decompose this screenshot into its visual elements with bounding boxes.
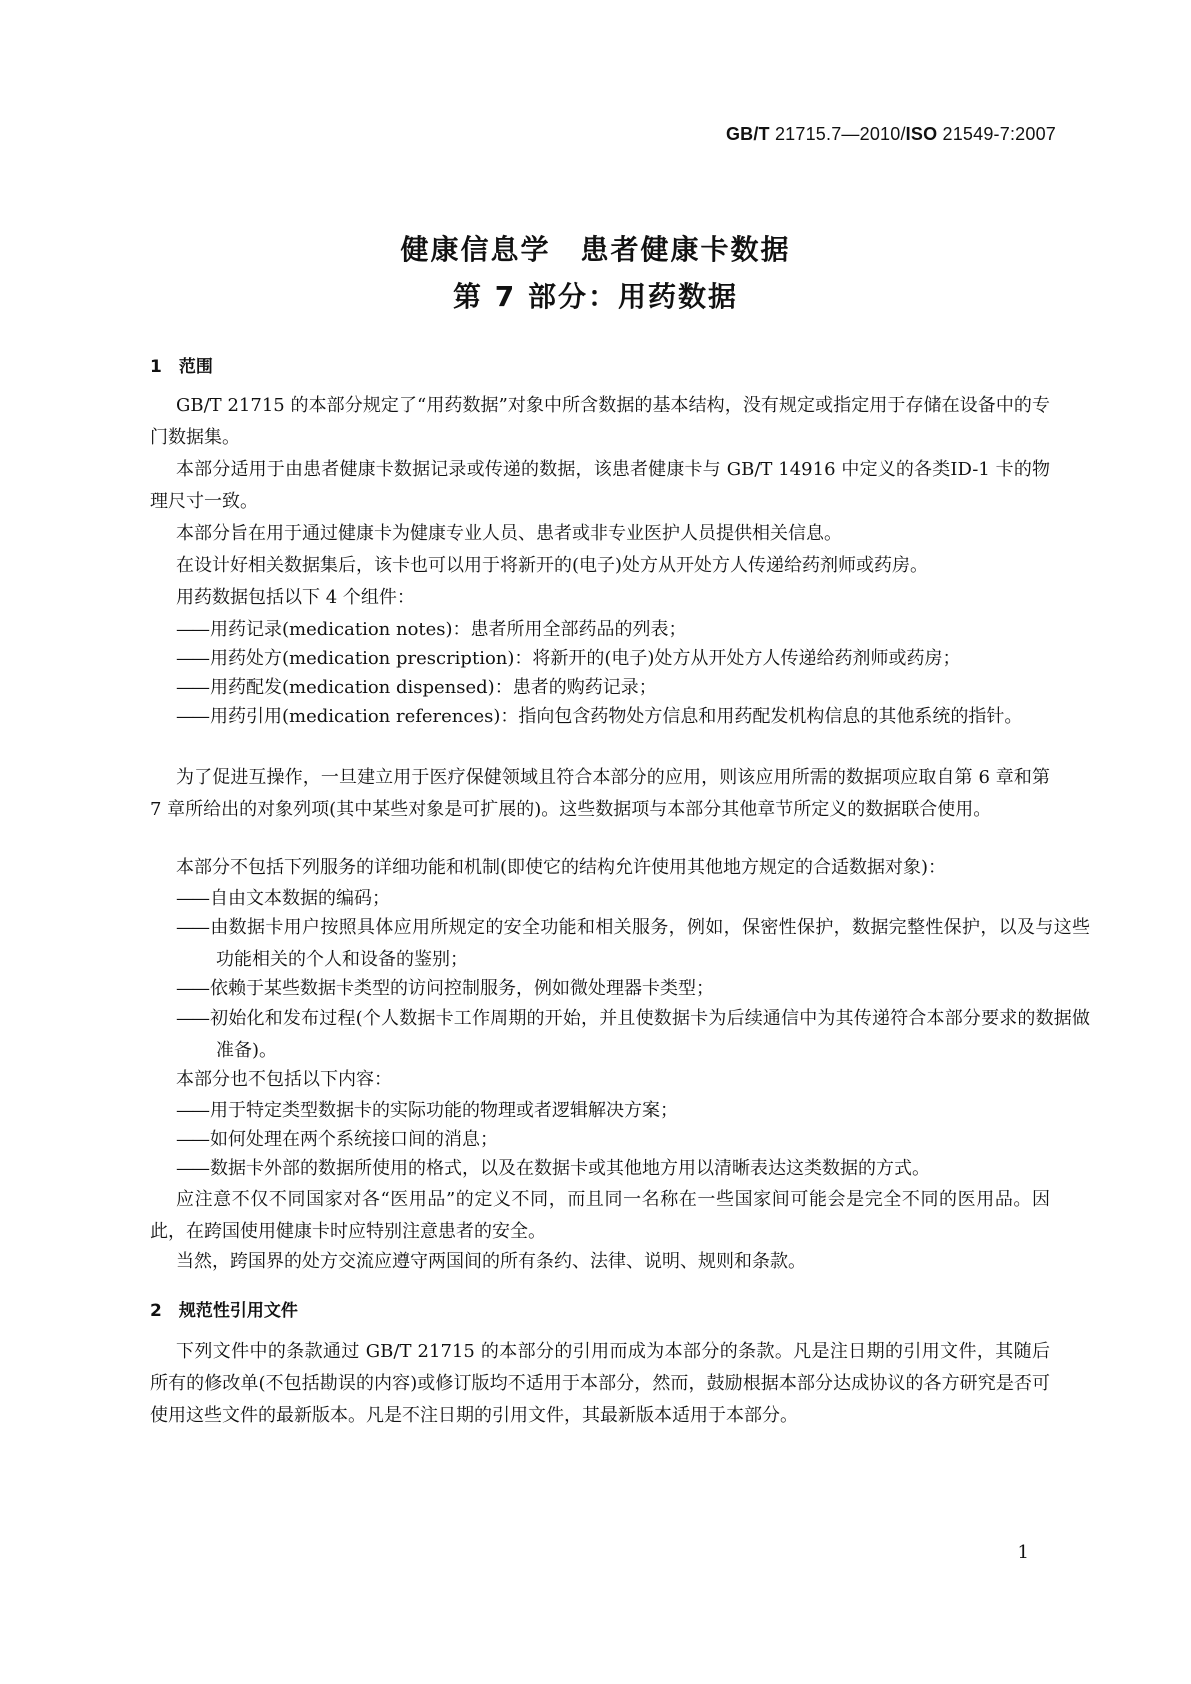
section-2-heading: 2 规范性引用文件 [150,1301,298,1321]
list-item: —— 用药配发(medication dispensed)：患者的购药记录； [176,672,1090,704]
document-title-line1: 健康信息学 患者健康卡数据 [400,233,791,266]
scope-paragraph-10: 当然，跨国界的处方交流应遵守两国间的所有条约、法律、说明、规则和条款。 [176,1251,806,1272]
scope-paragraph-8: 本部分也不包括以下内容： [176,1069,392,1090]
list-item: —— 依赖于某些数据卡类型的访问控制服务，例如微处理器卡类型； [176,973,1090,1005]
standard-code-header: GB/T 21715.7—2010/ISO 21549-7:2007 [725,124,1056,144]
list-item: —— 初始化和发布过程(个人数据卡工作周期的开始，并且使数据卡为后续通信中为其传递符合本部分要求的数据做准备)。 [176,1003,1090,1067]
normative-references-paragraph: 下列文件中的条款通过 GB/T 21715 的本部分的引用而成为本部分的条款。凡是注日期的引用文件，其随后所有的修改单(不包括勘误的内容)或修订版均不适用于本部分，然而，鼓励根据本部分达成协议的各方研究是否可使用这些文件的最新版本。凡是不注日期的引用文件，其最新版本适用于本部分。 [150,1341,1050,1426]
scope-paragraph-5: 用药数据包括以下 4 个组件： [176,587,415,608]
scope-paragraph-6: 为了促进互操作，一旦建立用于医疗保健领域且符合本部分的应用，则该应用所需的数据项应取自第 6 章和第 7 章所给出的对象列项(其中某些对象是可扩展的)。这些数据项与本部分其他章节所定义的数据联合使用。 [150,767,1050,820]
list-item: —— 数据卡外部的数据所使用的格式，以及在数据卡或其他地方用以清晰表达这类数据的方式。 [176,1153,1090,1185]
scope-paragraph-9: 应注意不仅不同国家对各“医用品”的定义不同，而且同一名称在一些国家间可能会是完全不同的医用品。因此，在跨国使用健康卡时应特别注意患者的安全。 [150,1189,1050,1242]
scope-paragraph-2: 本部分适用于由患者健康卡数据记录或传递的数据，该患者健康卡与 GB/T 14916 中定义的各类ID-1 卡的物理尺寸一致。 [150,459,1050,512]
scope-paragraph-1: GB/T 21715 的本部分规定了“用药数据”对象中所含数据的基本结构，没有规定或指定用于存储在设备中的专门数据集。 [150,395,1050,448]
list-item: —— 用药记录(medication notes)：患者所用全部药品的列表； [176,614,1090,646]
document-title-line2: 第 7 部分：用药数据 [453,280,738,313]
list-item: —— 如何处理在两个系统接口间的消息； [176,1124,1090,1156]
list-item: —— 用于特定类型数据卡的实际功能的物理或者逻辑解决方案； [176,1095,1090,1127]
list-item: —— 用药处方(medication prescription)：将新开的(电子)处方从开处方人传递给药剂师或药房； [176,643,1090,675]
scope-paragraph-4: 在设计好相关数据集后，该卡也可以用于将新开的(电子)处方从开处方人传递给药剂师或药房。 [176,555,929,576]
page-number: 1 [1017,1542,1029,1563]
scope-paragraph-7: 本部分不包括下列服务的详细功能和机制(即使它的结构允许使用其他地方规定的合适数据对象)： [176,857,947,878]
list-item: —— 用药引用(medication references)：指向包含药物处方信息和用药配发机构信息的其他系统的指针。 [176,701,1090,733]
section-1-heading: 1 范围 [150,357,213,377]
list-item: —— 自由文本数据的编码； [176,883,1090,915]
list-item: —— 由数据卡用户按照具体应用所规定的安全功能和相关服务，例如，保密性保护，数据完整性保护，以及与这些功能相关的个人和设备的鉴别； [176,912,1090,976]
scope-paragraph-3: 本部分旨在用于通过健康卡为健康专业人员、患者或非专业医护人员提供相关信息。 [176,523,842,544]
